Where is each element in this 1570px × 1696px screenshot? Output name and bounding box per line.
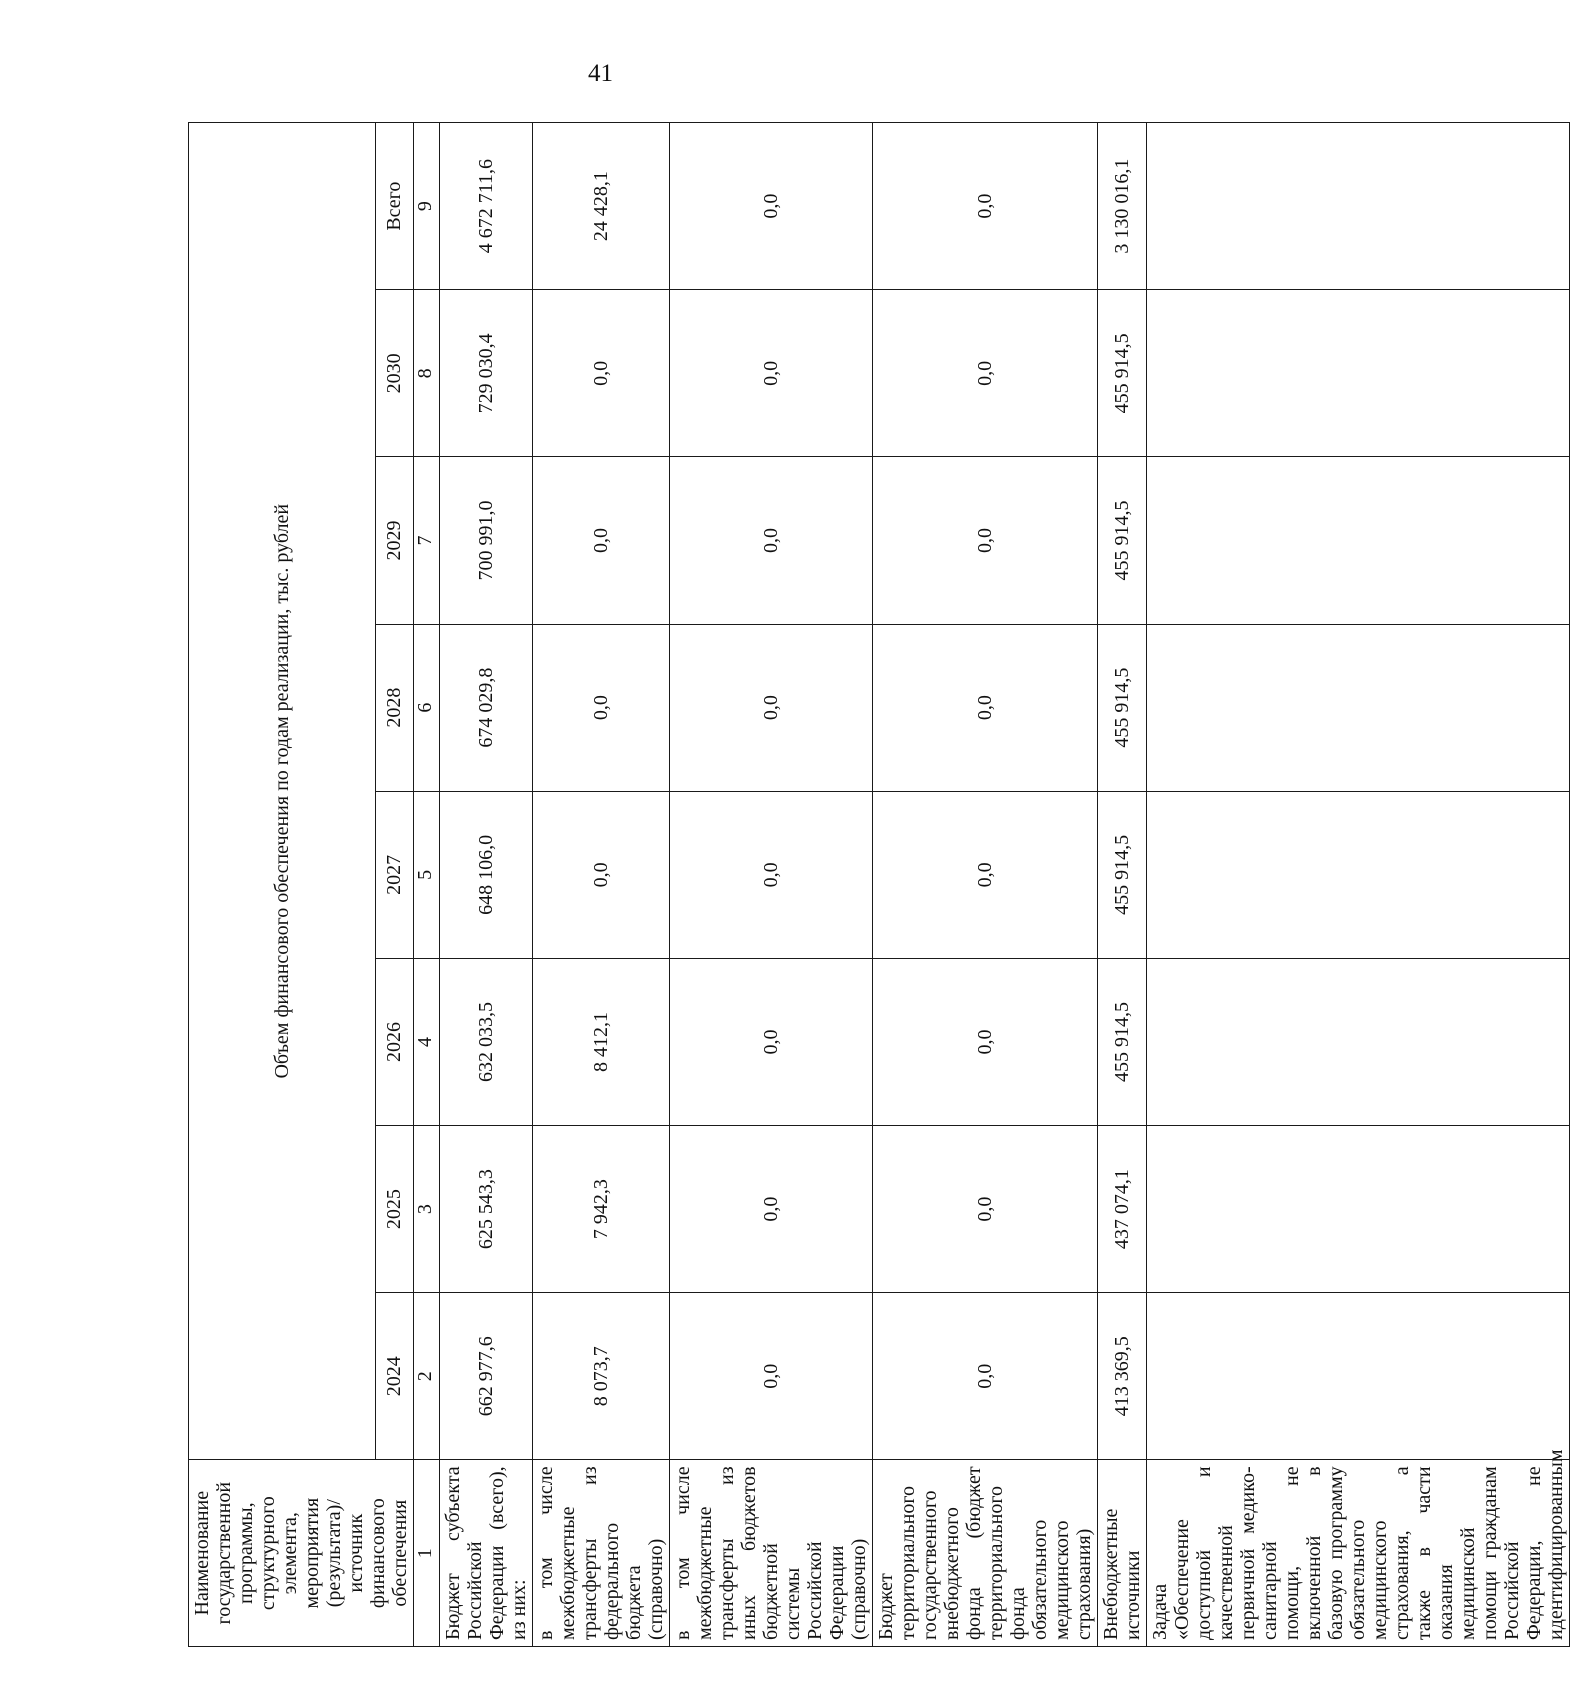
year-header: 2024 <box>375 1293 413 1460</box>
cell-value: 0,0 <box>873 1126 1098 1293</box>
year-header: 2026 <box>375 958 413 1125</box>
cell-value <box>1147 624 1570 791</box>
cell-value: 4 672 711,6 <box>440 123 533 290</box>
cell-value: 0,0 <box>873 624 1098 791</box>
column-number: 8 <box>414 290 440 457</box>
rotated-table-wrapper <box>188 122 1567 1647</box>
cell-value <box>1147 457 1570 624</box>
cell-value: 0,0 <box>670 624 873 791</box>
cell-value: 437 074,1 <box>1098 1126 1147 1293</box>
cell-value: 7 942,3 <box>533 1126 670 1293</box>
year-header: 2028 <box>375 624 413 791</box>
cell-value: 413 369,5 <box>1098 1293 1147 1460</box>
cell-value: 0,0 <box>873 958 1098 1125</box>
cell-value: 455 914,5 <box>1098 791 1147 958</box>
cell-value: 0,0 <box>670 457 873 624</box>
cell-value: 0,0 <box>873 791 1098 958</box>
financing-table <box>188 122 1570 1647</box>
cell-value: 0,0 <box>670 1293 873 1460</box>
cell-value: 632 033,5 <box>440 958 533 1125</box>
column-number: 5 <box>414 791 440 958</box>
cell-value: 648 106,0 <box>440 791 533 958</box>
cell-value: 662 977,6 <box>440 1293 533 1460</box>
cell-value: 0,0 <box>873 457 1098 624</box>
cell-value: 700 991,0 <box>440 457 533 624</box>
cell-value: 0,0 <box>873 290 1098 457</box>
column-number: 4 <box>414 958 440 1125</box>
year-header: 2029 <box>375 457 413 624</box>
column-number: 2 <box>414 1293 440 1460</box>
year-header: 2025 <box>375 1126 413 1293</box>
header-volume: Объем финансового обеспечения по годам реализации, тыс. рублей <box>189 123 376 1460</box>
cell-value: 0,0 <box>670 123 873 290</box>
cell-value: 0,0 <box>670 958 873 1125</box>
row-source: Задача «Обеспечение доступной и качественной первичной медико-санитарной помощи, не включенной в базовую программу обязательного медицинского страхования, а также в части оказания медицинской помощи гражданам Российской Федерации, не идентифицированным <box>1147 1460 1570 1647</box>
cell-value: 729 030,4 <box>440 290 533 457</box>
table-row <box>670 123 873 1647</box>
header-source: Наименование государственной программы, структурного элемента, мероприятия (результата)/источник финансового обеспечения <box>189 1460 414 1647</box>
year-header: 2027 <box>375 791 413 958</box>
cell-value: 3 130 016,1 <box>1098 123 1147 290</box>
column-number: 9 <box>414 123 440 290</box>
row-source: Бюджет субъекта Российской Федерации (всего), из них: <box>440 1460 533 1647</box>
cell-value: 625 543,3 <box>440 1126 533 1293</box>
cell-value: 0,0 <box>873 123 1098 290</box>
table-row <box>1098 123 1147 1647</box>
cell-value: 0,0 <box>873 1293 1098 1460</box>
page-number: 41 <box>588 60 613 87</box>
table-row <box>873 123 1098 1647</box>
column-numbers-row <box>414 123 440 1647</box>
year-header: Всего <box>375 123 413 290</box>
cell-value: 0,0 <box>533 290 670 457</box>
cell-value <box>1147 123 1570 290</box>
cell-value: 8 073,7 <box>533 1293 670 1460</box>
cell-value: 455 914,5 <box>1098 958 1147 1125</box>
column-number: 3 <box>414 1126 440 1293</box>
years-row <box>375 123 413 1647</box>
column-number: 1 <box>414 1460 440 1647</box>
column-number: 7 <box>414 457 440 624</box>
table-row <box>533 123 670 1647</box>
cell-value: 0,0 <box>670 791 873 958</box>
cell-value: 0,0 <box>533 457 670 624</box>
cell-value: 455 914,5 <box>1098 290 1147 457</box>
row-source: в том числе межбюджетные трансферты из федерального бюджета (справочно) <box>533 1460 670 1647</box>
cell-value: 0,0 <box>670 1126 873 1293</box>
cell-value <box>1147 958 1570 1125</box>
cell-value: 8 412,1 <box>533 958 670 1125</box>
row-source: Внебюджетные источники <box>1098 1460 1147 1647</box>
cell-value: 0,0 <box>533 624 670 791</box>
cell-value: 455 914,5 <box>1098 624 1147 791</box>
cell-value <box>1147 290 1570 457</box>
row-source: Бюджет территориального государственного внебюджетного фонда (бюджет территориального фонда обязательного медицинского страхования) <box>873 1460 1098 1647</box>
cell-value: 674 029,8 <box>440 624 533 791</box>
column-number: 6 <box>414 624 440 791</box>
cell-value: 0,0 <box>533 791 670 958</box>
year-header: 2030 <box>375 290 413 457</box>
table-row <box>1147 123 1570 1647</box>
cell-value <box>1147 1293 1570 1460</box>
cell-value <box>1147 791 1570 958</box>
cell-value: 455 914,5 <box>1098 457 1147 624</box>
cell-value: 0,0 <box>670 290 873 457</box>
cell-value <box>1147 1126 1570 1293</box>
cell-value: 24 428,1 <box>533 123 670 290</box>
table-row <box>440 123 533 1647</box>
row-source: в том числе межбюджетные трансферты из иных бюджетов бюджетной системы Российской Федерации (справочно) <box>670 1460 873 1647</box>
